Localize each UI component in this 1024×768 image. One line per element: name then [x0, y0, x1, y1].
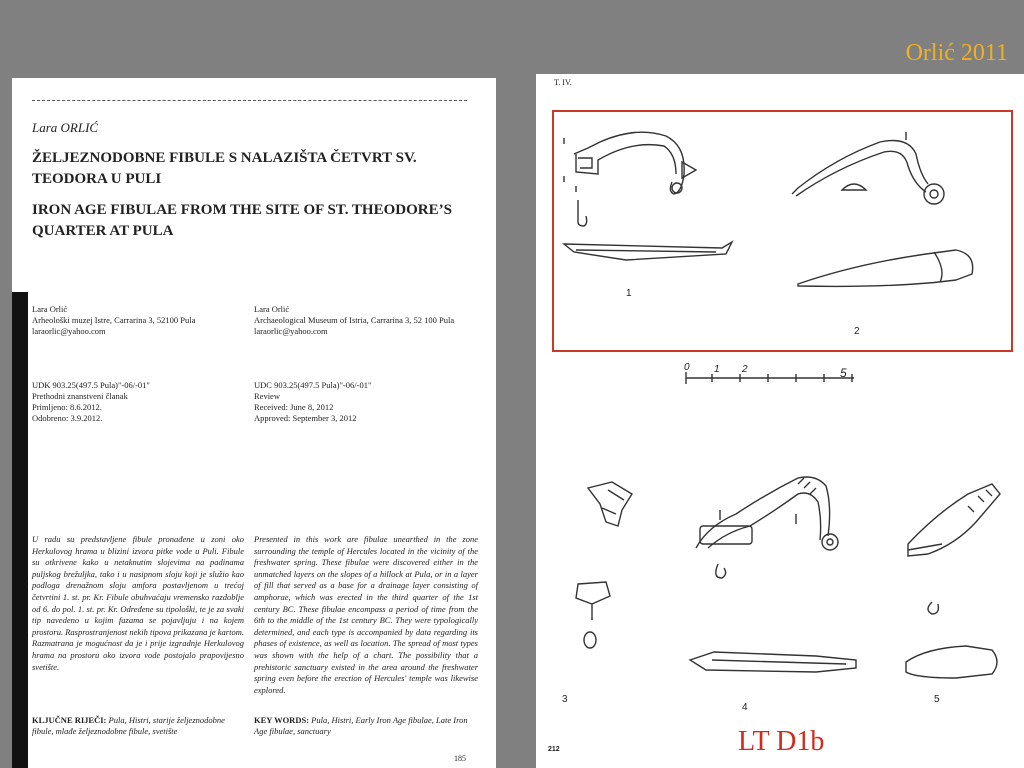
period-badge: LT D1b [738, 726, 825, 757]
scale-label-2: 2 [742, 364, 748, 375]
plate-label: T. IV. [554, 78, 572, 87]
scale-label-5: 5 [840, 366, 847, 380]
scale-label-0: 0 [684, 362, 690, 373]
fibula-1-drawing [564, 132, 732, 260]
article-first-page [12, 78, 496, 768]
fibula-2-drawing [792, 132, 973, 286]
affiliation-en: Lara Orlić Archaeological Museum of Istria, Carrarina 3, 52 100 Pula laraorlic@yahoo.com [254, 304, 455, 336]
figure-number-5: 5 [934, 694, 940, 705]
meta-hr: UDK 903.25(497.5 Pula)"-06/-01" Prethodni znanstveni članak Primljeno: 8.6.2012. Odobreno: 3.9.2012. [32, 380, 150, 423]
scale-bar [686, 372, 854, 384]
fibula-5-drawing [906, 484, 1000, 678]
abstract-hr: U radu su predstavljene fibule pronađene u zoni oko Herkulovog hrama u blizini izvora pitke vode u Puli. Fibule su otkrivene kako u netaknutim slojevima na padinama puljskog brežuljka, tako i u nasipnom sloju koji je služio kao podloga drenažnom sloju amfora postavljenom u trećoj četvrtini 1. st. pr. Kr. Fibule obuhvaćaju vremensko razdoblje od 6. do pol. 1. st. pr. Kr. Određene su tipološki, te je za svaki tip navedeno u kojim fazama se pojavljuju i na kojem prostoru. Rasprostranjenost nekih tipova prikazana je kartom. Razmatrana je mogućnost da je i prije izgradnje Herkulovog hrama na prostoru oko izvora vode postojalo prapovijesno svetište. [32, 534, 244, 672]
scan-edge-shadow [12, 292, 28, 768]
keywords-hr: KLJUČNE RIJEČI: Pula, Histri, starije željeznodobne fibule, mlađe željeznodobne fibule, svetište [32, 715, 225, 736]
fibulae-drawings [536, 74, 1024, 768]
author-heading: Lara ORLIĆ [32, 120, 99, 135]
page-number-right: 212 [548, 746, 560, 753]
figure-number-2: 2 [854, 326, 860, 337]
title-english: IRON AGE FIBULAE FROM THE SITE OF ST. THEODORE’S QUARTER AT PULA [32, 202, 452, 239]
keywords-en: KEY WORDS: Pula, Histri, Early Iron Age fibulae, Late Iron Age fibulae, sanctuary [254, 715, 468, 736]
scale-label-1: 1 [714, 364, 720, 375]
figure-number-1: 1 [626, 288, 632, 299]
figure-number-4: 4 [742, 702, 748, 713]
plate-page [536, 74, 1024, 768]
header-rule [32, 100, 467, 101]
fibula-4-drawing [690, 477, 856, 672]
fibula-3-drawing [576, 482, 632, 648]
title-croatian: ŽELJEZNODOBNE FIBULE S NALAZIŠTA ČETVRT SV. TEODORA U PULI [32, 150, 417, 187]
abstract-en: Presented in this work are fibulae unearthed in the zone surrounding the temple of Hercules located in the vicinity of the freshwater spring. These fibulae were discovered either in the unmatched layers on the slopes of a hillock at Pula, or in a layer of fill that served as a base for a drainage layer consisting of amphorae, which was erected in the third quarter of the 1st century BC. These fibulae encompass a period of time from the 6th to the middle of the 1st century BC. They were typologically determined, and each type is accompanied by data regarding its phases of existence, as well as location. The spread of most types was shown with the help of a chart. The possibility that a prehistoric sanctuary existed in the area around the freshwater spring even before the erection of Hercules' temple was likewise explored. [254, 534, 478, 695]
slide-title: Orlić 2011 [905, 40, 1008, 66]
affiliation-hr: Lara Orlić Arheološki muzej Istre, Carrarina 3, 52100 Pula laraorlic@yahoo.com [32, 304, 196, 336]
page-number-left: 185 [454, 754, 466, 763]
figure-number-3: 3 [562, 694, 568, 705]
meta-en: UDC 903.25(497.5 Pula)"-06/-01" Review Received: June 8, 2012 Approved: September 3, 2012 [254, 380, 372, 423]
